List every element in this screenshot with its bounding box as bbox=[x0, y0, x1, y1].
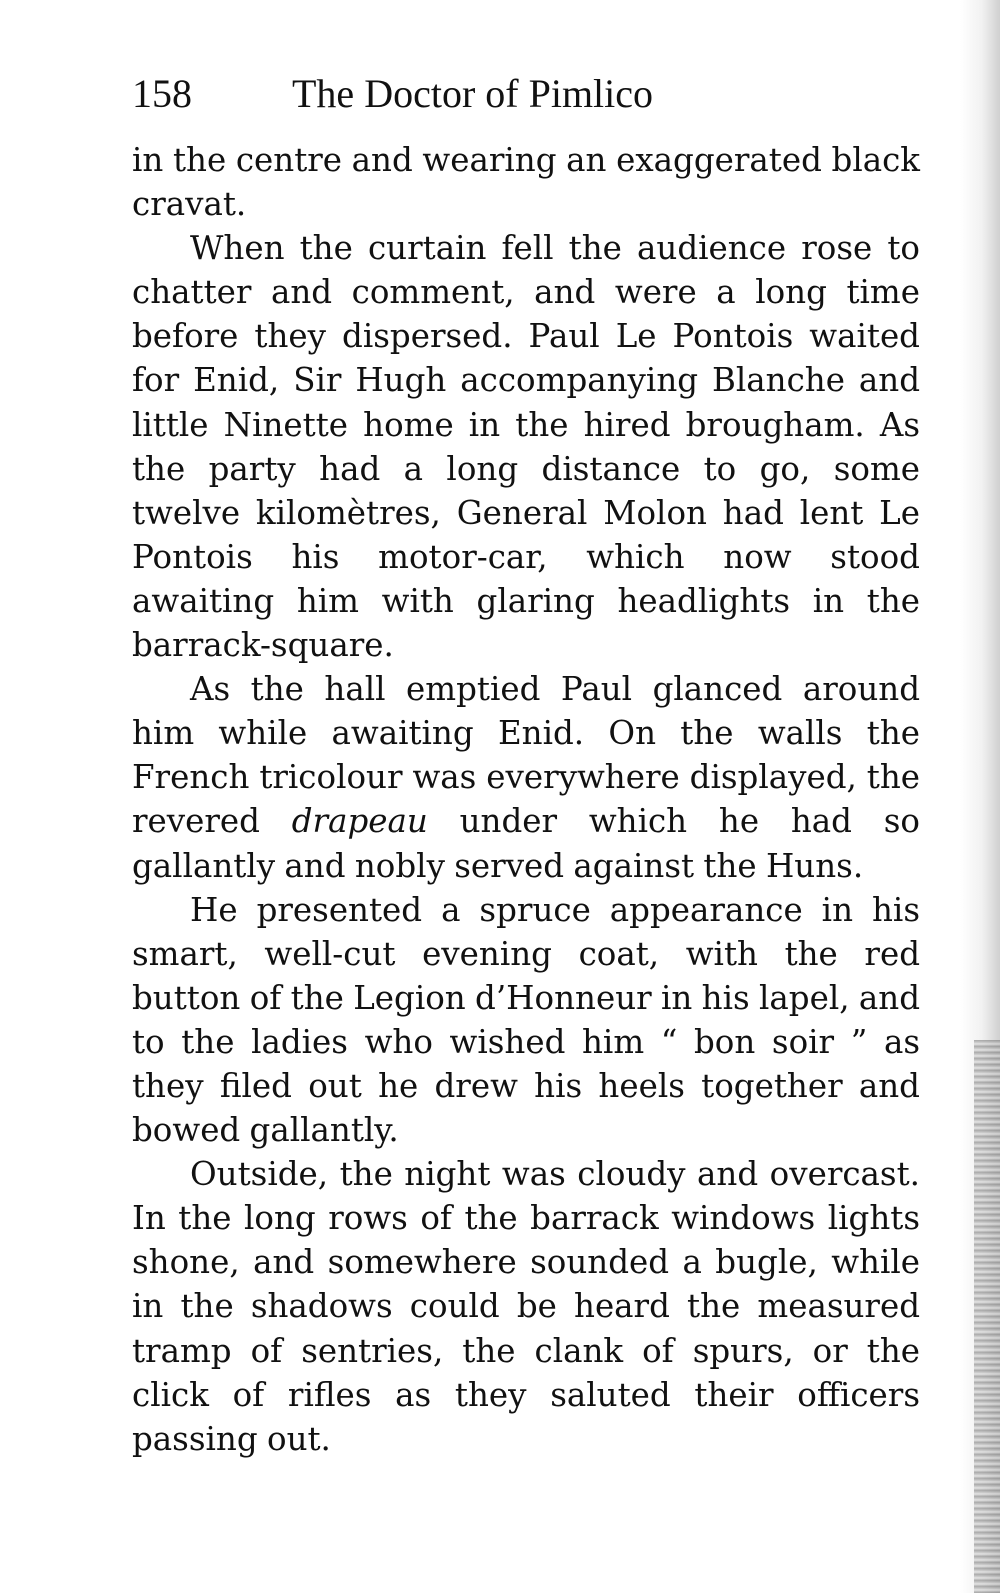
running-head bbox=[132, 64, 932, 124]
paragraph-4: He presented a spruce appearance in his smart, well-cut evening coat, with the red button of the Legion d’Honneur in his lapel, and to the ladies who wished him “ bon soir ” as they filed out he drew his heels together and bowed gallantly. bbox=[132, 890, 920, 1150]
page-number: 158 bbox=[132, 71, 192, 116]
book-title: The Doctor of Pimlico bbox=[292, 71, 654, 116]
paragraph-5: Outside, the night was cloudy and overcast. In the long rows of the barrack windows lights shone, and somewhere sounded a bugle, while in the shadows could be heard the measured tramp of sentries, the clank of spurs, or the click of rifles as they saluted their officers passing out. bbox=[132, 1155, 920, 1458]
paragraph-3 bbox=[132, 667, 920, 887]
paragraph-1: in the centre and wearing an exaggerated black cravat. bbox=[132, 141, 920, 224]
paragraph-3-text-after: under which he had so gallantly and nobly served against the Huns. bbox=[132, 802, 920, 885]
paragraph-3-text-before: As the hall emptied Paul glanced around him while awaiting Enid. On the walls the French tricolour was everywhere displayed, the revered bbox=[132, 670, 920, 841]
body-text bbox=[132, 138, 920, 1461]
page-edge-scan-artifact bbox=[974, 1040, 1000, 1593]
italic-word-drapeau: drapeau bbox=[291, 802, 428, 841]
paragraph-2: When the curtain fell the audience rose to chatter and comment, and were a long time before they dispersed. Paul Le Pontois waited for Enid, Sir Hugh accompanying Blanche and little Ninette home in the hired brougham. As the party had a long distance to go, some twelve kilomètres, General Molon had lent Le Pontois his motor-car, which now stood awaiting him with glaring headlights in the barrack-square. bbox=[132, 229, 920, 665]
